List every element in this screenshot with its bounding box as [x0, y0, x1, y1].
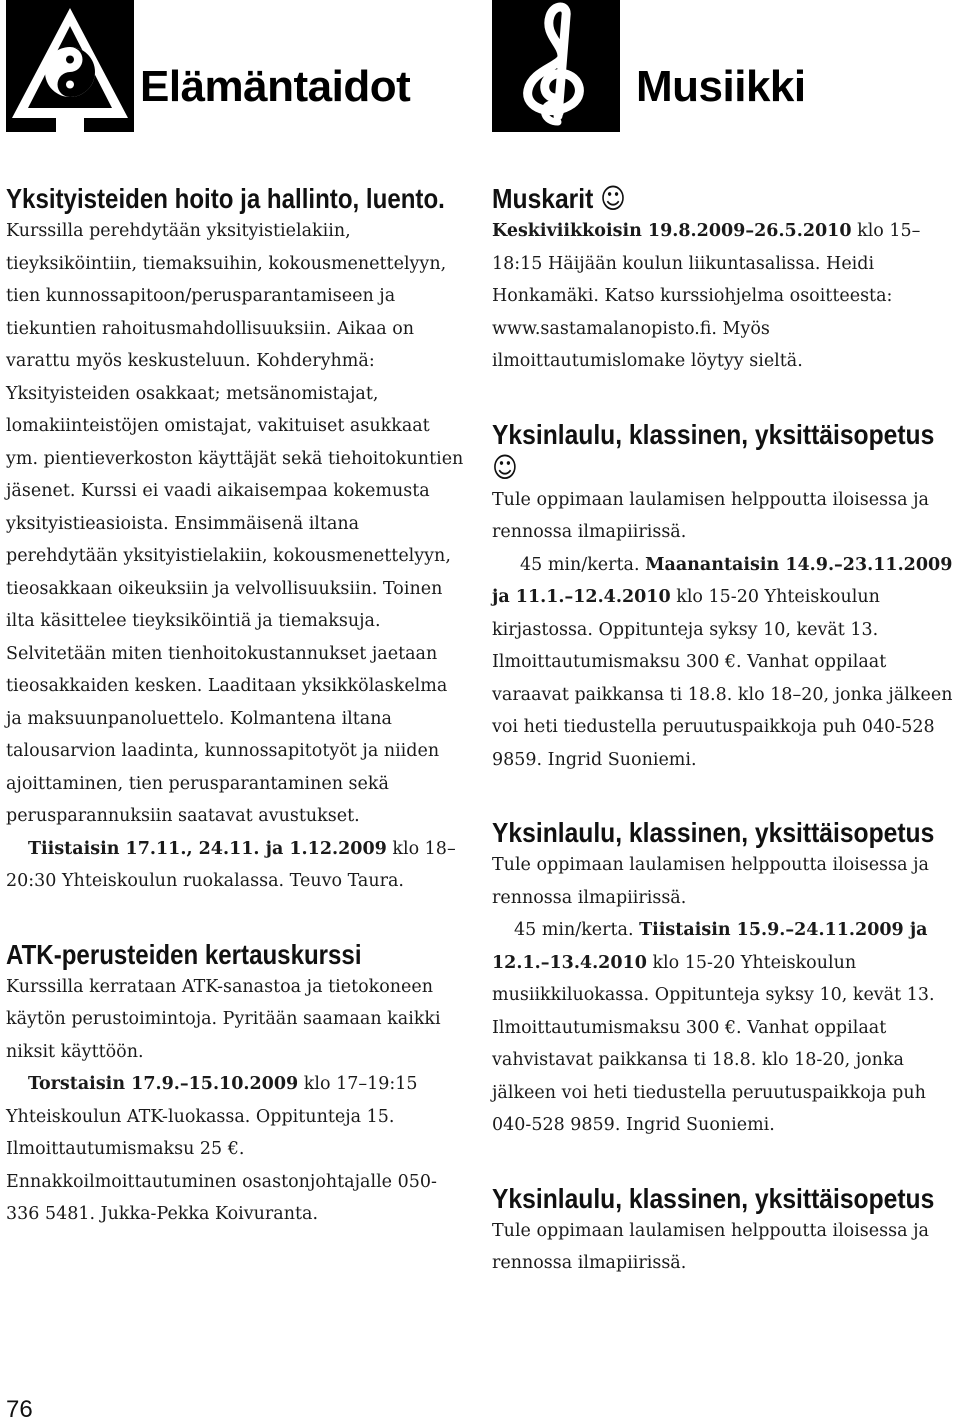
section-title-text: Yksinlaulu, klassinen, yksittäisopetus: [492, 418, 935, 450]
left-header-title: Elämäntaidot: [140, 62, 411, 111]
section-title: Yksinlaulu, klassinen, yksittäisopetus: [492, 1182, 935, 1214]
section-muskarit: [492, 182, 956, 378]
section-body: [492, 849, 956, 1142]
section-title: [492, 182, 957, 215]
section-schedule-bold: Tiistaisin 17.11., 24.11. ja 1.12.2009: [28, 838, 387, 859]
section-schedule-text: klo 17–19:15 Yhteiskoulun ATK-luokassa. Oppitunteja 15. Ilmoittautumismaksu 25 €. Ennakkoilmoittautuminen osastonjohtajalle 050-336 5481. Jukka-Pekka Koivuranta.: [6, 1074, 437, 1224]
section-description: Tule oppimaan laulamisen helppoutta iloisessa ja rennossa ilmapiirissä.: [492, 1220, 929, 1273]
section-body: [492, 1215, 956, 1280]
smiley-icon: ☺: [492, 450, 518, 484]
page-number: 76: [6, 1396, 33, 1423]
right-header: [490, 0, 960, 132]
section-schedule-pre: 45 min/kerta.: [514, 920, 640, 940]
left-header: [0, 0, 468, 132]
right-header-title: Musiikki: [636, 62, 806, 111]
section-schedule-text: klo 18–20:30 Yhteiskoulun ruokalassa. Teuvo Taura.: [6, 838, 456, 891]
section-description: Kurssilla perehdytään yksityistielakiin, tieyksiköintiin, tiemaksuihin, kokousmenettelyyn, tien kunnossapitoon/perusparantamiseen ja tiekuntien rahoitusmahdollisuuksiin. Aikaa on varattu myös keskusteluun. Kohderyhmä: Yksityisteiden osakkaat; metsänomistajat, lomakiinteistöjen omistajat, vakituiset asukkaat ym. pientieverkoston käyttäjät sekä tiehoitokuntien jäsenet. Kurssi ei vaadi aikaisempaa kokemusta yksityistieasioista. Ensimmäisenä iltana perehdytään yksityistielakiin, kokousmenettelyyn, tieosakkaan oikeuksiin ja velvollisuuksiin. Toinen ilta käsittelee tieyksiköintiä ja tiemaksuja. Selvitetään miten tienhoitokustannukset jaetaan tieosakkaiden kesken. Laaditaan yksikkölaskelma ja maksuunpanoluettelo. Kolmantena iltana talousarvion laadinta, kunnossapitotyöt ja niiden ajoittaminen, tien perusparantaminen sekä perusparannuksiin saatavat avustukset.: [6, 221, 464, 826]
section-yksityistiet: [6, 182, 466, 898]
triangle-yin-yang-logo-icon: [6, 0, 134, 132]
left-column: [0, 0, 468, 1224]
section-title-text: Muskarit: [492, 183, 594, 214]
section-title: [492, 418, 957, 484]
section-schedule-bold: Maanantaisin 14.9.–23.11.2009 ja 11.1.–12.4.2010: [492, 554, 953, 607]
section-schedule-text: klo 15-20 Yhteiskoulun musiikkiluokassa. Oppitunteja syksy 10, kevät 13. Ilmoittautumismaksu 300 €. Vanhat oppilaat vahvistavat paikkansa ti 18.8. klo 18-20, jonka jälkeen voi heti tiedustella peruutuspaikkoja puh 040-528 9859. Ingrid Suoniemi.: [492, 952, 935, 1135]
section-title: ATK-perusteiden kertauskurssi: [6, 938, 362, 970]
section-body: [6, 971, 466, 1231]
section-schedule-bold: Torstaisin 17.9.–15.10.2009: [28, 1074, 299, 1094]
section-body: [492, 215, 956, 378]
section-body: [492, 484, 956, 777]
section-title: Yksinlaulu, klassinen, yksittäisopetus: [492, 817, 935, 848]
section-title: Yksityisteiden hoito ja hallinto, luento.: [6, 183, 445, 214]
treble-clef-logo-icon: [492, 0, 620, 132]
section-schedule-text: klo 15-20 Yhteiskoulun kirjastossa. Oppitunteja syksy 10, kevät 13. Ilmoittautumismaksu 300 €. Vanhat oppilaat varaavat paikkansa ti 18.8. klo 18–20, jonka jälkeen voi heti tiedustella peruutuspaikkoja puh 040-528 9859. Ingrid Suoniemi.: [492, 587, 953, 770]
section-body: [6, 215, 466, 898]
section-atk: [6, 938, 466, 1231]
section-description: Tule oppimaan laulamisen helppoutta iloisessa ja rennossa ilmapiirissä.: [492, 489, 929, 542]
section-description: klo 15–18:15 Häijään koulun liikuntasalissa. Heidi Honkamäki. Katso kurssiohjelma osoitteesta: www.sastamalanopisto.fi. Myös ilmoittautumislomake löytyy sieltä.: [492, 221, 921, 371]
section-yksinlaulu-3: [492, 1182, 956, 1280]
section-schedule-bold: Keskiviikkoisin 19.8.2009–26.5.2010: [492, 221, 852, 241]
right-column: [490, 0, 960, 1273]
section-schedule-pre: 45 min/kerta.: [520, 554, 646, 575]
section-description: Tule oppimaan laulamisen helppoutta iloisessa ja rennossa ilmapiirissä.: [492, 855, 929, 908]
section-description: Kurssilla kerrataan ATK-sanastoa ja tietokoneen käytön perustoimintoja. Pyritään saamaan kaikki niksit käyttöön.: [6, 976, 441, 1062]
smiley-icon: ☺: [600, 182, 626, 215]
section-schedule-bold: Tiistaisin 15.9.–24.11.2009 ja 12.1.–13.4.2010: [492, 920, 928, 973]
section-yksinlaulu-1: [492, 418, 956, 777]
section-yksinlaulu-2: [492, 816, 956, 1142]
